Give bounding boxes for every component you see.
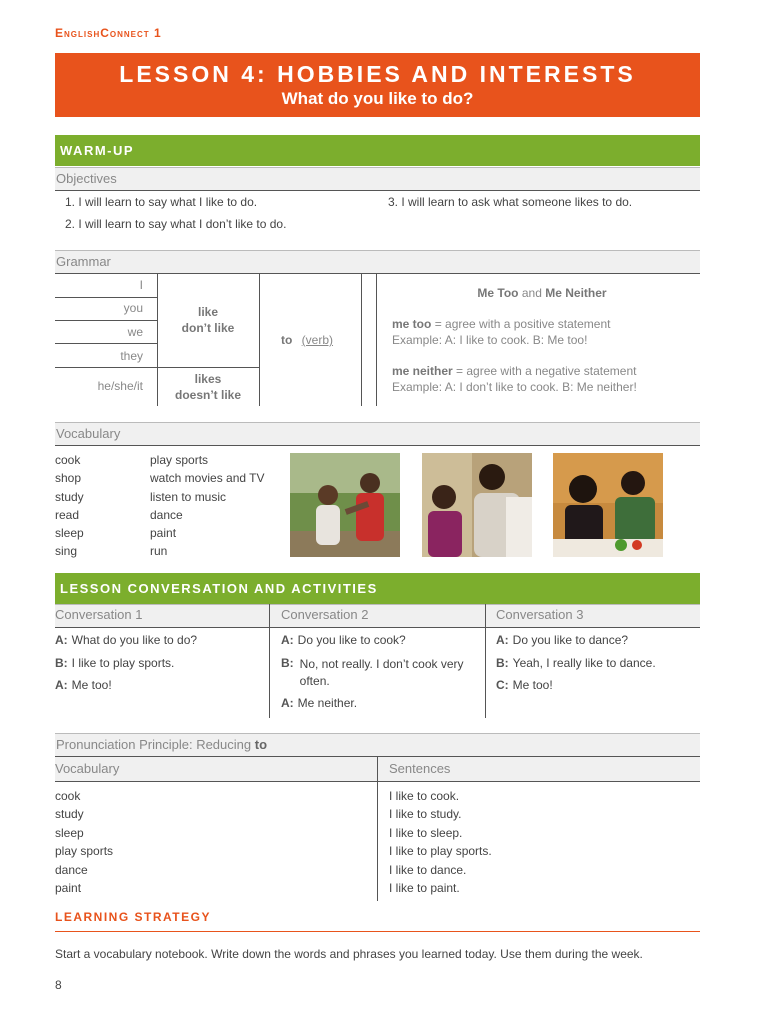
learning-strategy-heading: LEARNING STRATEGY [55,910,211,924]
objectives-label: Objectives [55,167,700,191]
vocab-word: sing [55,544,78,559]
conversation-3-title: Conversation 3 [496,607,584,622]
photo-friends-talking [422,453,532,557]
pronunciation-vocab-header: Vocabulary [55,761,120,776]
list-item: I like to sleep. [389,825,463,840]
pronoun-we: we [127,325,143,339]
objective-2: 2. I will learn to say what I don’t like to do. [65,217,287,231]
warmup-heading: WARM-UP [55,135,700,166]
pronunciation-sentences-header: Sentences [389,761,451,776]
photo-cooking-together [553,453,663,557]
vocab-word: paint [150,526,177,541]
vocab-word: study [55,489,84,504]
list-item: I like to cook. [389,789,460,803]
vocabulary-label: Vocabulary [55,422,700,446]
conversation-2-line-1: A: Do you like to cook? [281,633,406,647]
lesson-title-banner [55,53,700,117]
vocab-word: sleep [55,526,84,541]
pronoun-you: you [123,301,143,315]
grammar-label: Grammar [55,250,700,274]
pronoun-they: they [120,349,143,363]
conversation-heading: LESSON CONVERSATION AND ACTIVITIES [55,573,700,604]
conversation-1-title: Conversation 1 [55,607,143,622]
conversation-2-line-2: B: No, not really. I don’t cook very often. [281,656,464,688]
pronunciation-vocab-list [55,787,113,897]
vocab-word: watch movies and TV [150,471,265,486]
list-item: study [55,807,84,822]
objective-3: 3. I will learn to ask what someone likes to do. [388,195,633,209]
page-number: 8 [55,978,62,992]
list-item: paint [55,881,82,896]
list-item: cook [55,789,81,803]
conversation-2-line-3: A: Me neither. [281,696,358,710]
list-item: dance [55,862,88,877]
conversation-1-line-3: A: Me too! [55,678,112,692]
verb-likes: likes [194,372,222,386]
vocab-word: play sports [150,453,209,467]
me-neither-example: Example: A: I don’t like to cook. B: Me neither! [392,380,637,394]
to-verb-pattern [281,333,333,347]
conversation-3-line-2: B: Yeah, I really like to dance. [496,656,656,670]
learning-strategy-text: Start a vocabulary notebook. Write down the words and phrases you learned today. Use them during the week. [55,947,643,961]
conversation-3-line-3: C: Me too! [496,678,553,692]
vocab-word: dance [150,507,183,522]
pronunciation-label: Pronunciation Principle: Reducing to [55,733,700,757]
conversation-1-line-2: B: I like to play sports. [55,656,175,670]
verb-like: like [197,305,218,319]
pronunciation-sentence-list [389,787,492,897]
conversation-2-title: Conversation 2 [281,607,369,622]
photo-friends-outdoors [290,453,400,557]
me-too-definition: me too = agree with a positive statement [392,317,611,331]
vocab-word: cook [55,453,81,467]
vocab-word: read [55,507,80,522]
list-item: I like to paint. [389,881,460,896]
lesson-subtitle: What do you like to do? [281,89,474,108]
conversation-header-row [55,604,700,628]
lesson-title: LESSON 4: HOBBIES AND INTERESTS [119,61,636,87]
list-item: sleep [55,825,84,840]
list-item: I like to play sports. [389,844,492,859]
list-item: I like to study. [389,807,462,822]
to-word: to [281,333,293,347]
verb-doesnt-like: doesn’t like [174,388,242,402]
conversation-1-line-1: A: What do you like to do? [55,633,198,647]
list-item: play sports [55,844,114,859]
verb-dont-like: don’t like [181,321,235,335]
vocab-column-1 [55,451,84,561]
list-item: I like to dance. [389,862,467,877]
conversation-3-line-1: A: Do you like to dance? [496,633,629,647]
brand-label: EnglishConnect 1 [55,26,162,40]
vocab-word: run [150,544,168,559]
verb-slot: (verb) [301,333,334,347]
pronoun-he-she-it: he/she/it [97,379,143,393]
me-too-example: Example: A: I like to cook. B: Me too! [392,333,588,347]
vocab-word: listen to music [150,489,227,504]
pronoun-i: I [139,278,143,292]
objective-1: 1. I will learn to say what I like to do. [65,195,258,209]
vocab-column-2 [150,451,265,561]
me-neither-definition: me neither = agree with a negative statement [392,364,637,378]
vocab-word: shop [55,471,82,486]
me-too-heading: Me Too and Me Neither [477,286,607,300]
